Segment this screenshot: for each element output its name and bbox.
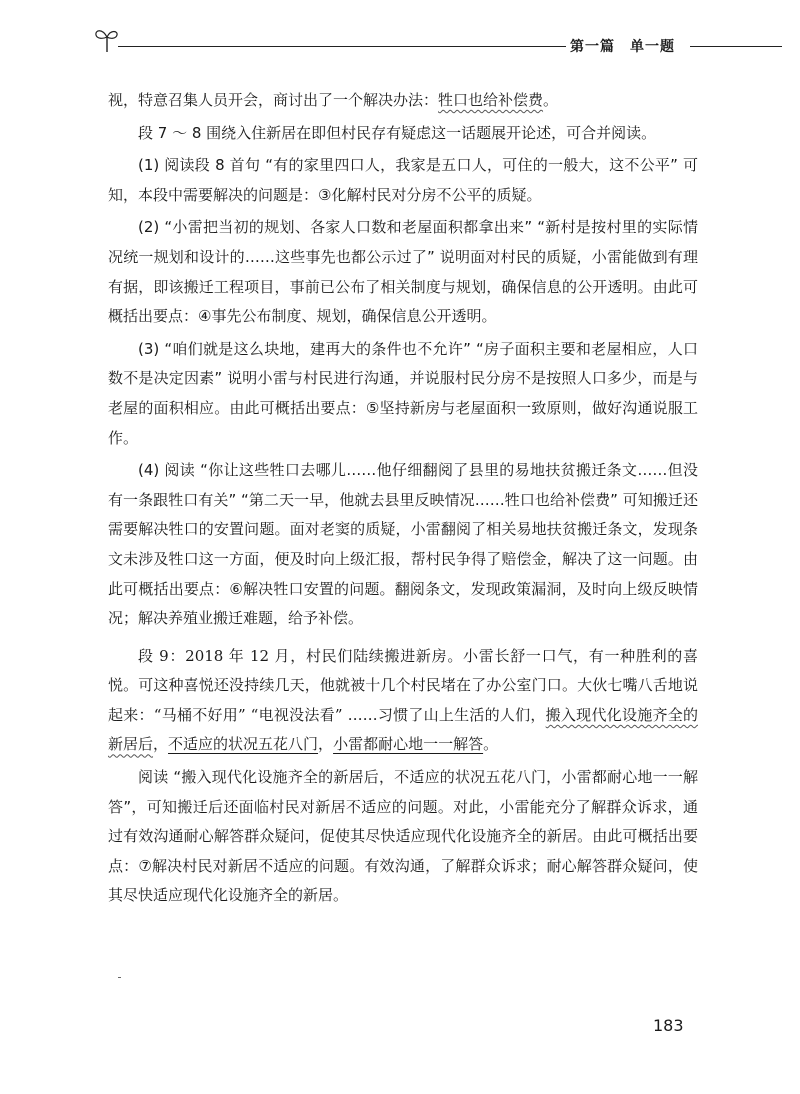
- paragraph-2: 段 7 ～ 8 围绕入住新居在即但村民存有疑虑这一话题展开论述，可合并阅读。: [138, 123, 657, 142]
- chapter-title: 第一篇 单一题: [570, 39, 675, 55]
- paragraph-3: (1) 阅读段 8 首句 “有的家里四口人，我家是五口人，可住的一般大，这不公平” 可知，本段中需要解决的问题是：③化解村民对分房不公平的质疑。: [108, 156, 698, 204]
- paragraph-6: (4) 阅读 “你让这些牲口去哪儿……他仔细翻阅了县里的易地扶贫搬迁条文……但没有一条跟牲口有关” “第二天一早，他就去县里反映情况……牲口也给补偿费” 可知搬迁还需要解决牲口的安置问题。面对老窦的质疑，小雷翻阅了相关易地扶贫搬迁条文，发现条文未涉及牲口这一方面，便及时向上级汇报，帮村民争得了赔偿金，解决了这一问题。由此可概括出要点：⑥解决牲口安置的问题。翻阅条文，发现政策漏洞，及时向上级反映情况；解决养殖业搬迁难题，给予补偿。: [108, 461, 698, 628]
- sprout-logo-icon: [92, 24, 122, 54]
- paragraph-1: [108, 86, 698, 116]
- body-text: [108, 86, 698, 914]
- paragraph-7-sep-1: ，: [153, 735, 169, 754]
- underlined-phrase-3: 小雷都耐心地一一解答: [333, 735, 484, 754]
- header-rule-left: [118, 46, 566, 47]
- header-rule-right: [690, 46, 782, 47]
- underlined-phrase-2: 不适应的状况五花八门: [168, 735, 319, 754]
- paragraph-8: 阅读 “搬入现代化设施齐全的新居后，不适应的状况五花八门，小雷都耐心地一一解答”，可知搬迁后还面临村民对新居不适应的问题。对此，小雷能充分了解群众诉求，通过有效沟通耐心解答群众疑问，促使其尽快适应现代化设施齐全的新居。由此可概括出要点：⑦解决村民对新居不适应的问题。有效沟通，了解群众诉求；耐心解答群众疑问，使其尽快适应现代化设施齐全的新居。: [108, 768, 698, 905]
- underlined-phrase-1: 搬入现代化设施齐全的新居后: [108, 705, 698, 754]
- paragraph-4: (2) “小雷把当初的规划、各家人口数和老屋面积都拿出来” “新村是按村里的实际情况统一规划和设计的……这些事先也都公示过了” 说明面对村民的质疑，小雷能做到有理有据，即该搬迁工程项目，事前已公布了相关制度与规划，确保信息的公开透明。由此可概括出要点：④事先公布制度、规划，确保信息公开透明。: [108, 218, 698, 326]
- paragraph-7-text: 段 9：2018 年 12 月，村民们陆续搬进新房。小雷长舒一口气，有一种胜利的喜悦。可这种喜悦还没持续几天，他就被十几个村民堵在了办公室门口。大伙七嘴八舌地说起来：“马桶不好用” “电视没法看” ……习惯了山上生活的人们，: [108, 646, 698, 724]
- stray-mark: [118, 977, 121, 978]
- paragraph-1-tail: 。: [543, 91, 559, 109]
- paragraph-7-tail: 。: [483, 735, 499, 754]
- page-number: 183: [653, 1016, 684, 1035]
- paragraph-1-text: 视，特意召集人员开会，商讨出了一个解决办法：: [108, 91, 439, 109]
- paragraph-5: (3) “咱们就是这么块地，建再大的条件也不允许” “房子面积主要和老屋相应，人口数不是决定因素” 说明小雷与村民进行沟通，并说服村民分房不是按照人口多少，而是与老屋的面积相应。由此可概括出要点：⑤坚持新房与老屋面积一致原则，做好沟通说服工作。: [108, 339, 698, 447]
- paragraph-7: [108, 642, 698, 760]
- wavy-underline-phrase: 牲口也给补偿费: [438, 91, 544, 109]
- paragraph-7-sep-2: ，: [318, 735, 334, 754]
- page-header: [92, 24, 782, 64]
